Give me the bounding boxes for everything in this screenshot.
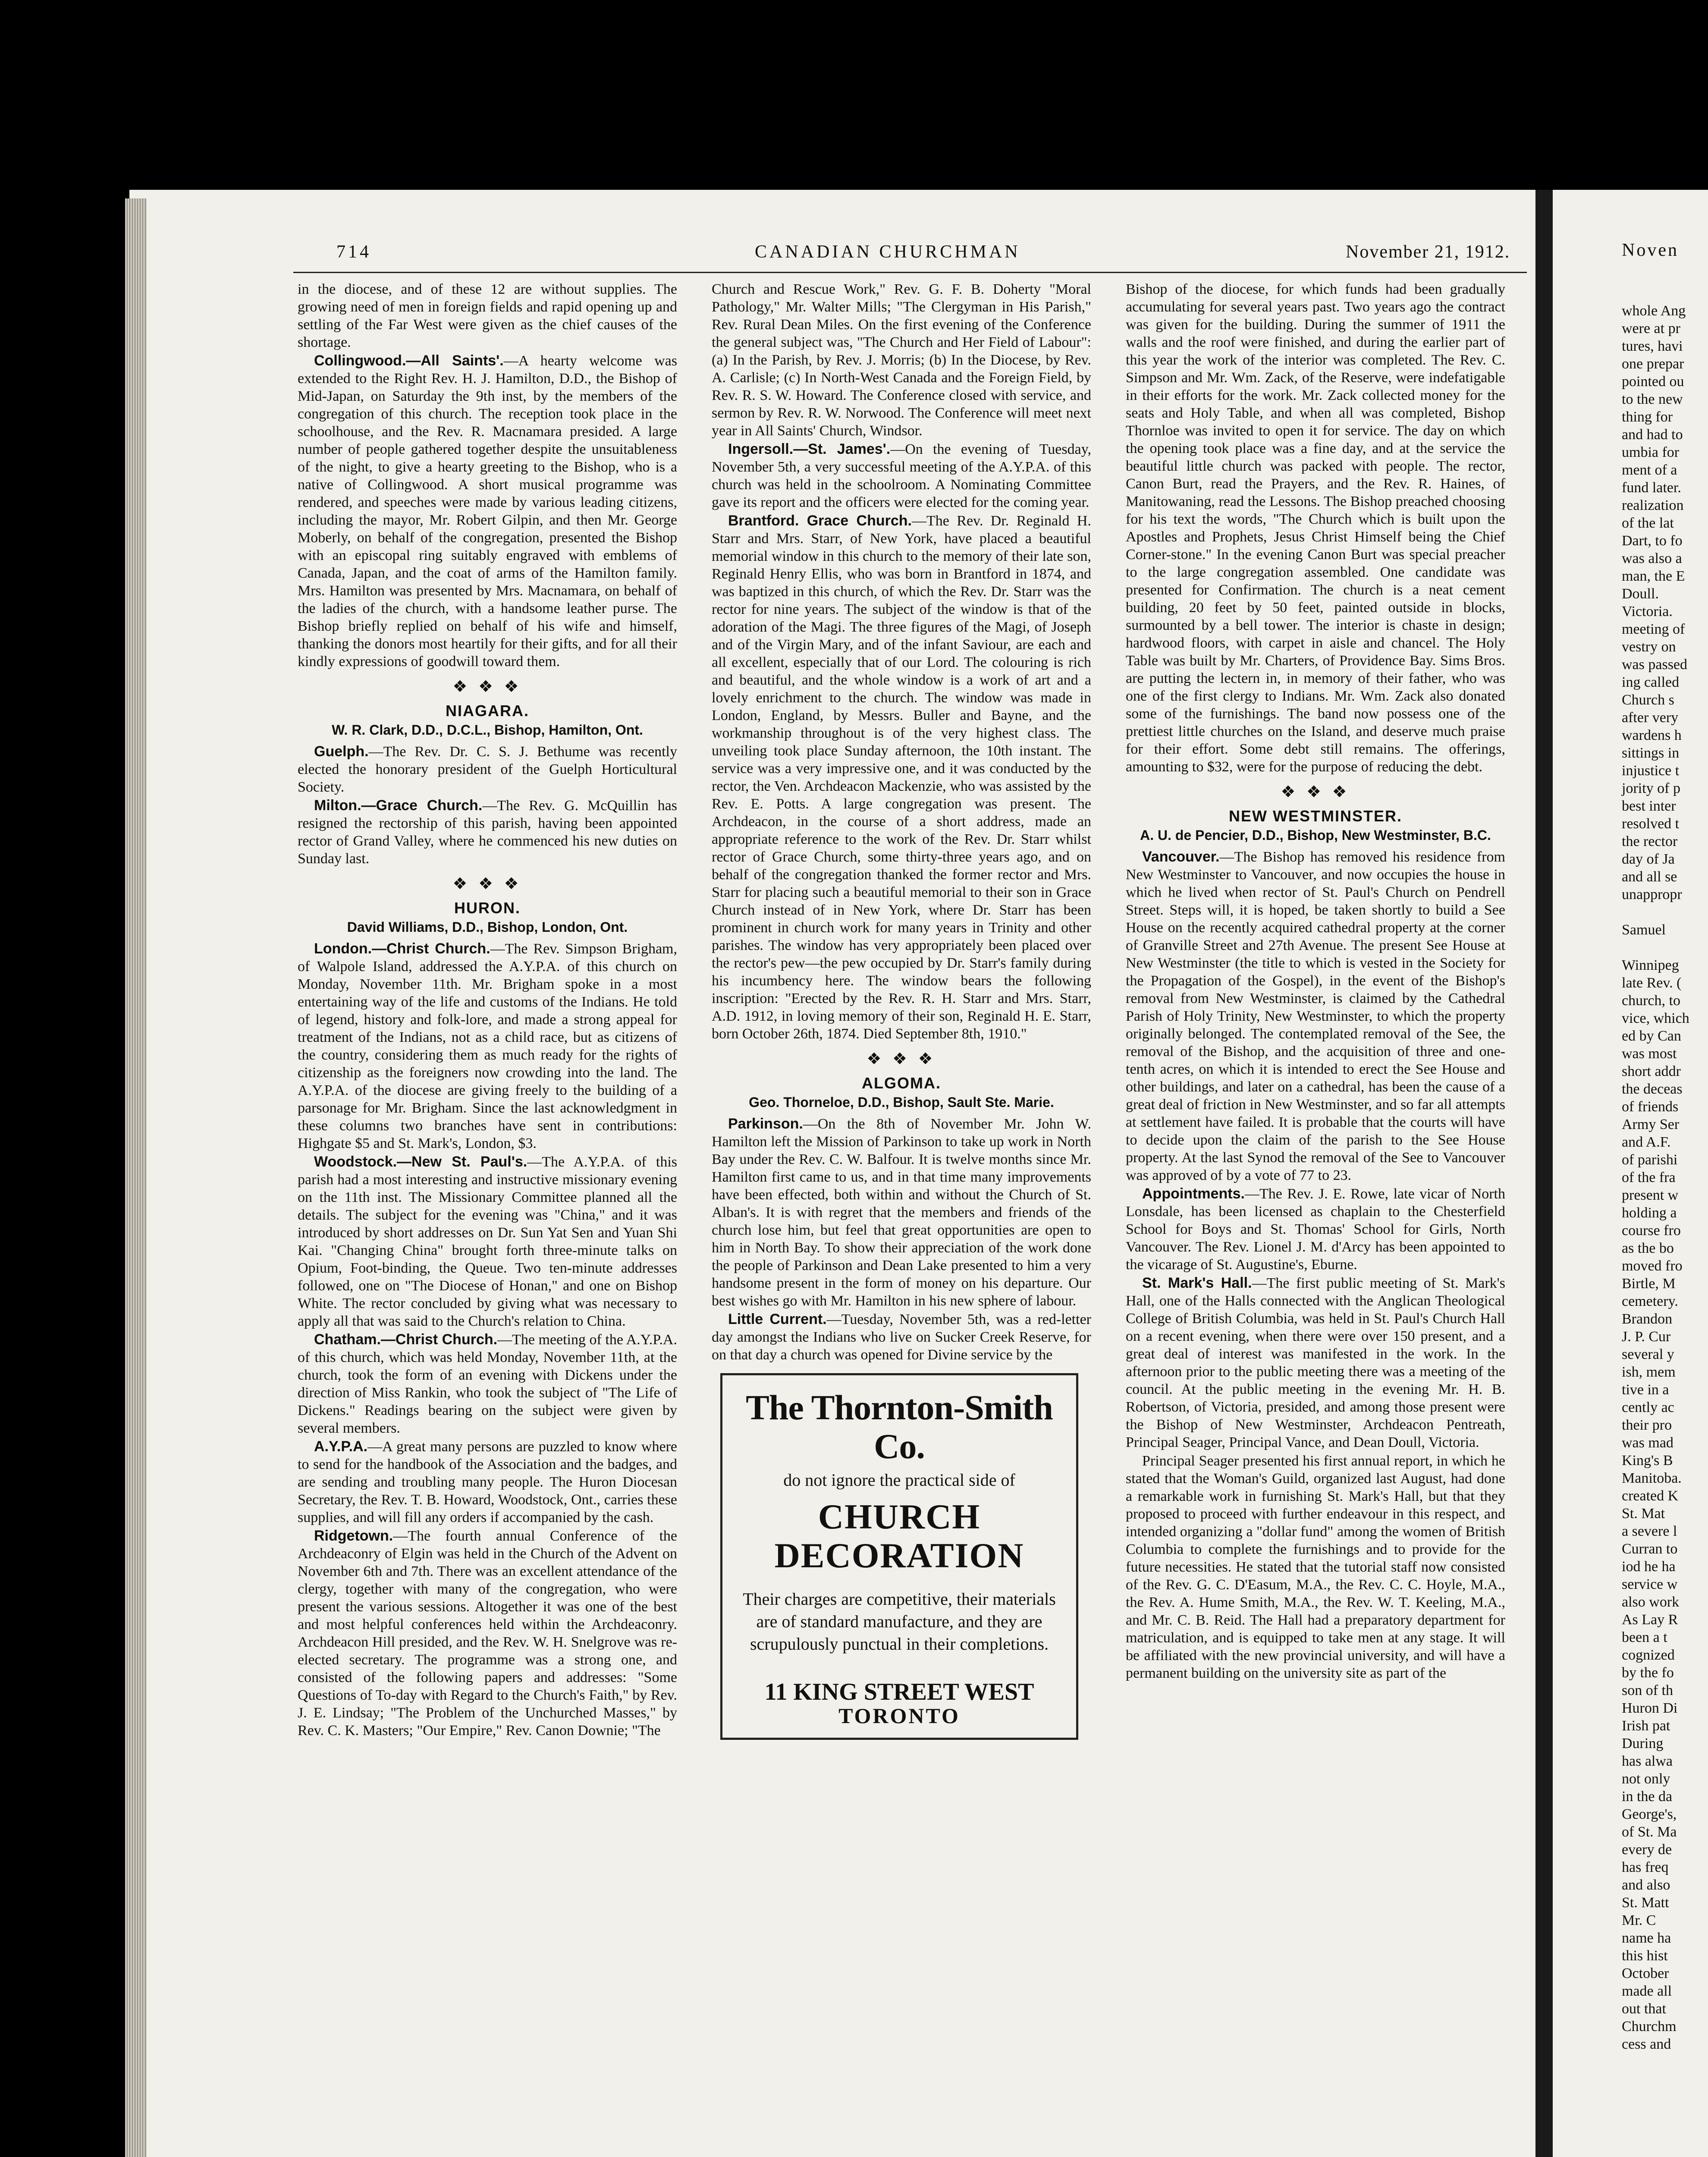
- next-page-line: Huron Di: [1622, 1700, 1678, 1716]
- ad-headline: CHURCH DECORATION: [774, 1497, 1024, 1575]
- place-heading: Ridgetown.: [314, 1528, 393, 1544]
- next-page-line: one prepar: [1622, 356, 1684, 372]
- ad-address: 11 KING STREET WEST: [764, 1679, 1034, 1705]
- next-page-line: late Rev. (: [1622, 975, 1682, 991]
- next-page-line: whole Ang: [1622, 303, 1686, 319]
- page-number: 714: [336, 242, 371, 262]
- next-page-line: name ha: [1622, 1930, 1671, 1946]
- next-page-line: Doull.: [1622, 586, 1659, 602]
- next-page-line: Dart, to fo: [1622, 533, 1683, 549]
- next-page-line: has alwa: [1622, 1753, 1673, 1769]
- advertisement: [720, 1373, 1078, 1740]
- next-page-line: this hist: [1622, 1948, 1668, 1964]
- next-page-line: was also a: [1622, 550, 1682, 566]
- bishop-line: David Williams, D.D., Bishop, London, Ont.: [347, 919, 628, 935]
- header-rule: [293, 272, 1527, 273]
- paragraph: Brantford. Grace Church.—The Rev. Dr. Reginald H. Starr and Mrs. Starr, of New York, have placed a beautiful memorial window in this church to the memory of their late son, Reginald Henry Ellis, who was born in Brantford in 1874, and was baptized in this church, of which the Rev. Dr. Starr was the rector for nine years. The subject of the window is that of the adoration of the Magi. The three figures of the Magi, of Joseph and of the Virgin Mary, and of the infant Saviour, are each and all excellent, especially that of our Lord. The colouring is rich and beautiful, and the whole window is a work of art and a lovely enrichment to the church. The window was made in London, England, by Messrs. Buller and Bayne, and the workmanship throughout is of the very highest class. The unveiling took place Sunday afternoon, the 10th instant. The service was a very impressive one, and it was conducted by the rector, the Ven. Archdeacon Mackenzie, who was assisted by the Rev. E. Potts. A large congregation was present. The Archdeacon, in the course of a short address, made an appropriate reference to the work of the Rev. Dr. Starr whilst rector of Grace Church, some thirty-three years ago, and on behalf of the congregation thanked the former rector and Mrs. Starr for placing such a beautiful memorial to their son in Grace Church instead of in New York, where Dr. Starr has been prominent in church work for many years in Trinity and other parishes. The window has very appropriately been placed over the rector's pew—the pew occupied by Dr. Starr's family during his incumbency here. The window bears the following inscription: "Erected by the Rev. R. H. Starr and Mrs. Starr, A.D. 1912, in loving memory of their son, Reginald H. E. Starr, born October 26th, 1874. Died September 8th, 1910.": [712, 513, 1091, 1042]
- next-page-line: been a t: [1622, 1629, 1667, 1645]
- next-page-line: of friends: [1622, 1099, 1679, 1115]
- next-page-line: made all: [1622, 1983, 1672, 1999]
- publication-title: CANADIAN CHURCHMAN: [755, 242, 1020, 262]
- diocese-title: ALGOMA.: [862, 1074, 941, 1092]
- next-page-line: Curran to: [1622, 1541, 1678, 1557]
- paragraph: Chatham.—Christ Church.—The meeting of the A.Y.P.A. of this church, which was held Monday, November 11th, at the church, took the form of an evening with Dickens under the direction of Miss Rankin, who took the subject of "The Life of Dickens." Readings bearing on the subject were given by several members.: [298, 1331, 677, 1436]
- next-page-line: J. P. Cur: [1622, 1329, 1671, 1345]
- ad-tagline: do not ignore the practical side of: [783, 1470, 1015, 1490]
- next-page-line: sittings in: [1622, 745, 1680, 761]
- paragraph: Parkinson.—On the 8th of November Mr. John W. Hamilton left the Mission of Parkinson to take up work in North Bay under the Rev. C. W. Balfour. It is twelve months since Mr. Hamilton first came to us, and in that time many improvements have been effected, both within and without the Church of St. Alban's. It is with regret that the members and friends of the church lose him, but feel that great opportunities are open to him in North Bay. To show their appreciation of the work done the people of Parkinson and Dean Lake presented to him a very handsome present in the form of money on his departure. Our best wishes go with Mr. Hamilton in his new sphere of labour.: [712, 1116, 1091, 1309]
- next-page-line: umbia for: [1622, 444, 1680, 460]
- place-heading: Ingersoll.—St. James'.: [728, 441, 891, 457]
- next-page-line: iod he ha: [1622, 1559, 1676, 1575]
- next-page-line: was passed: [1622, 657, 1688, 673]
- paragraph: Ingersoll.—St. James'.—On the evening of Tuesday, November 5th, a very successful meeting of the A.Y.P.A. of this church was held in the schoolroom. A Nominating Committee gave its report and the officers were elected for the coming year.: [712, 441, 1091, 510]
- next-page-line: Churchm: [1622, 2019, 1677, 2034]
- paragraph: in the diocese, and of these 12 are without supplies. The growing need of men in foreign fields and rapid opening up and settling of the Far West were given as the chief causes of the shortage.: [298, 281, 677, 350]
- section-ornament: ❖ ❖ ❖: [1281, 783, 1350, 801]
- next-page-line: as the bo: [1622, 1240, 1674, 1256]
- ad-body: Their charges are competitive, their materials are of standard manufacture, and they are scrupulously punctual in their completions.: [743, 1589, 1056, 1654]
- next-page-line: of the fra: [1622, 1170, 1676, 1185]
- next-page-line: to the new: [1622, 391, 1683, 407]
- next-page-line: of St. Ma: [1622, 1824, 1677, 1840]
- next-page-line: their pro: [1622, 1417, 1672, 1433]
- next-page-line: During: [1622, 1736, 1664, 1751]
- issue-date: November 21, 1912.: [1346, 242, 1510, 262]
- next-page-line: Brandon: [1622, 1311, 1673, 1327]
- next-page-line: Manitoba.: [1622, 1470, 1682, 1486]
- next-page-line: church, to: [1622, 993, 1680, 1009]
- next-page-line: jority of p: [1622, 780, 1680, 796]
- next-page-line: every de: [1622, 1842, 1672, 1858]
- next-page-line: in the da: [1622, 1789, 1673, 1805]
- next-page-line: resolved t: [1622, 816, 1680, 832]
- next-page-line: [1622, 939, 1708, 956]
- next-page-line: tive in a: [1622, 1382, 1669, 1398]
- diocese-title: NIAGARA.: [446, 702, 529, 720]
- next-page-line: not only: [1622, 1771, 1670, 1787]
- paragraph: Collingwood.—All Saints'.—A hearty welcome was extended to the Right Rev. H. J. Hamilton, D.D., the Bishop of Mid-Japan, on Saturday the 9th inst, by the members of the congregation of this church. The reception took place in the schoolhouse, and the Rev. R. Macnamara presided. A large number of people gathered together despite the unsuitableness of the night, to give a hearty greeting to the Bishop, who is a native of Collingwood. A short musical programme was rendered, and speeches were made by various leading citizens, including the mayor, Mr. Robert Gilpin, and then Mr. George Moberly, on behalf of the congregation, presented the Bishop with an episcopal ring suitably engraved with emblems of Canada, Japan, and the coat of arms of the Hamilton family. Mrs. Hamilton was presented by Mrs. Macnamara, on behalf of the ladies of the church, with a handsome leather purse. The Bishop briefly replied on behalf of his wife and himself, thanking the donors most heartily for their gifts, and for all their kindly expressions of goodwill toward them.: [298, 352, 677, 670]
- next-page-line: realization: [1622, 497, 1684, 513]
- next-page-line: was most: [1622, 1046, 1677, 1062]
- place-heading: Chatham.—Christ Church.: [314, 1331, 498, 1348]
- paragraph: Woodstock.—New St. Paul's.—The A.Y.P.A. of this parish had a most interesting and instructive missionary evening on the 11th inst. The Missionary Committee planned all the details. The subject for the evening was "China," and it was introduced by short addresses on Dr. Sun Yat Sen and Yuan Shi Kai. "Changing China" brought forth three-minute talks on Opium, Foot-binding, the Queue. Two ten-minute addresses followed, one on "The Diocese of Honan," and one on Bishop White. The rector concluded by giving what was necessary to apply all that was said to the Church's relation to China.: [298, 1154, 677, 1329]
- next-page-line: Irish pat: [1622, 1718, 1670, 1734]
- next-page-line: St. Mat: [1622, 1506, 1665, 1522]
- ad-city: TORONTO: [838, 1704, 960, 1728]
- next-page-line: present w: [1622, 1187, 1679, 1203]
- next-page-line: meeting of: [1622, 621, 1685, 637]
- page-header: [336, 242, 1518, 276]
- next-page-line: and had to: [1622, 427, 1683, 443]
- paragraph: Little Current.—Tuesday, November 5th, was a red-letter day amongst the Indians who live on Sucker Creek Reserve, for on that day a church was opened for Divine service by the: [712, 1311, 1091, 1363]
- place-heading: Milton.—Grace Church.: [314, 797, 483, 814]
- next-page-line: created K: [1622, 1488, 1679, 1504]
- next-page-line: and all se: [1622, 869, 1677, 885]
- next-page-line: of parishi: [1622, 1152, 1678, 1168]
- section-ornament: ❖ ❖ ❖: [452, 875, 522, 893]
- next-page-line: ment of a: [1622, 462, 1677, 478]
- place-heading: Little Current.: [728, 1311, 827, 1327]
- next-page-line: best inter: [1622, 798, 1676, 814]
- next-page-line: St. Matt: [1622, 1895, 1669, 1911]
- next-page-line: service w: [1622, 1576, 1678, 1592]
- next-page-line: the deceas: [1622, 1081, 1683, 1097]
- paragraph: Bishop of the diocese, for which funds had been gradually accumulating for several years past. Two years ago the contract was given for the building. During the summer of 1911 the walls and the roof were finished, and during the earlier part of this year the work of the interior was completed. The Rev. C. Simpson and Mr. Wm. Zack, of the Reserve, were indefatigable in their efforts for the work. Mr. Zack collected money for the seats and Holy Table, and when all was completed, Bishop Thornloe was invited to open it for service. The day on which the opening took place was a fine day, and at the service the beautiful little church was packed with people. The rector, Canon Burt, read the Prayers, and the Rev. R. Haines, of Manitowaning, read the Lessons. The Bishop preached choosing for his text the words, "The Church which is built upon the Apostles and Prophets, Jesus Christ Himself being the Chief Corner-stone." In the evening Canon Burt was special preacher to the large congregation assembled. One candidate was presented for Confirmation. The church is a neat cement building, 20 feet by 50 feet, painted outside in blocks, surmounted by a bell tower. The interior is chaste in design; hardwood floors, with carpet in aisle and chancel. The Holy Table was built by Mr. Charters, of Providence Bay. Sims Bros. are putting the lectern in, in memory of their father, who was one of the first clergy to Indians. Mr. Wm. Zack also donated some of the furnishings. The band now possess one of the prettiest little churches on the Island, and deserve much praise for their effort. Some debt still remains. The offerings, amounting to $32, were for the purpose of reducing the debt.: [1126, 281, 1505, 775]
- next-page-line: were at pr: [1622, 321, 1680, 336]
- next-page-line: several y: [1622, 1346, 1674, 1362]
- paragraph: Milton.—Grace Church.—The Rev. G. McQuillin has resigned the rectorship of this parish, having been appointed rector of Grand Valley, where he commenced his new duties on Sunday last.: [298, 797, 677, 867]
- next-page-line: As Lay R: [1622, 1612, 1678, 1628]
- next-page-line: Army Ser: [1622, 1116, 1680, 1132]
- next-page-line: wardens h: [1622, 727, 1682, 743]
- paragraph: Guelph.—The Rev. Dr. C. S. J. Bethume was recently elected the honorary president of the Guelph Horticultural Society.: [298, 743, 677, 795]
- place-heading: Collingwood.—All Saints'.: [314, 352, 504, 369]
- place-heading: Parkinson.: [728, 1116, 803, 1132]
- next-page-line: Mr. C: [1622, 1912, 1656, 1928]
- place-heading: Woodstock.—New St. Paul's.: [314, 1154, 527, 1170]
- section-ornament: ❖ ❖ ❖: [452, 678, 522, 696]
- next-page-line: man, the E: [1622, 568, 1685, 584]
- place-heading: London.—Christ Church.: [314, 940, 490, 957]
- next-page-line: ed by Can: [1622, 1028, 1681, 1044]
- next-page-line: ing called: [1622, 674, 1680, 690]
- place-heading: Guelph.: [314, 743, 369, 760]
- next-page-line: injustice t: [1622, 763, 1680, 779]
- next-page-line: cently ac: [1622, 1399, 1674, 1415]
- next-page-line: Church s: [1622, 692, 1674, 708]
- next-page-line: and A.F.: [1622, 1134, 1671, 1150]
- next-page-line: cemetery.: [1622, 1293, 1678, 1309]
- paragraph: Principal Seager presented his first annual report, in which he stated that the Woman's Guild, organized last August, had done a remarkable work in furnishing St. Mark's Hall, but that they proposed to proceed with further endeavour in this respect, and intended organizing a "dollar fund" among the women of British Columbia to complete the furnishings and to provide for the future necessities. He stated that the tutorial staff now consisted of the Rev. G. C. D'Easum, M.A., the Rev. C. C. Hoyle, M.A., the Rev. A. Hume Smith, M.A., the Rev. W. T. Keeling, M.A., and Mr. C. B. Reid. The Hall had a preparatory department for matriculation, and is equipped to take men at any stage. It will be affiliated with the new provincial university, and will have a permanent building on the university site as part of the: [1126, 1453, 1505, 1681]
- paragraph: Ridgetown.—The fourth annual Conference of the Archdeaconry of Elgin was held in the Church of the Advent on November 6th and 7th. There was an excellent attendance of the clergy, together with many of the congregation, who were present the various sessions. Altogether it was one of the best and most helpful conferences held within the Archdeaconry. Archdeacon Hill presided, and the Rev. W. H. Snelgrove was re-elected secretary. The programme was a strong one, and consisted of the following papers and addresses: "Some Questions of To-day with Regard to the Church's Faith," by Rev. J. E. Lindsay; "The Problem of the Unchurched Masses," by Rev. C. K. Masters; "Our Empire," Rev. Canon Downie; "The: [298, 1528, 677, 1739]
- next-page-line: after very: [1622, 710, 1679, 726]
- next-page-line: tures, havi: [1622, 338, 1683, 354]
- next-page-line: cess and: [1622, 2036, 1671, 2052]
- next-page-line: was mad: [1622, 1435, 1673, 1451]
- next-page-line: thing for: [1622, 409, 1673, 425]
- paragraph: St. Mark's Hall.—The first public meeting of St. Mark's Hall, one of the Halls connected with the Anglican Theological College of British Columbia, was held in St. Paul's Church Hall on a recent evening, when there were over 150 present, and a great deal of interest was manifested in the work. In the afternoon prior to the public meeting there was a meeting of the council. At the public meeting in the evening Mr. H. B. Robertson, of Victoria, presided, and among those present were the Bishop of New Westminster, Archdeacon Pentreath, Principal Seager, Principal Vance, and Dean Doull, Victoria.: [1126, 1275, 1506, 1450]
- next-page-line: unappropr: [1622, 887, 1682, 902]
- next-page-line: course fro: [1622, 1223, 1681, 1239]
- paragraph: London.—Christ Church.—The Rev. Simpson Brigham, of Walpole Island, addressed the A.Y.P.A. of this church on Monday, November 11th. Mr. Brigham spoke in a most entertaining way of the life and customs of the Indians. He told of legend, history and folk-lore, and made a strong appeal for treatment of the Indians, not as a child race, but as citizens of the country, considering them as much ready for the rights of citizenship as the foreigners now crowding into the land. The A.Y.P.A. of the diocese are giving freely to the building of a parsonage for Mr. Brigham. Since the last acknowledgment in these columns two branches have sent in contributions: Highgate $5 and St. Mark's, London, $3.: [298, 940, 677, 1151]
- next-page-line: holding a: [1622, 1205, 1677, 1221]
- page-divider: [1535, 190, 1553, 2157]
- next-page-line: day of Ja: [1622, 851, 1675, 867]
- next-page-line: vice, which: [1622, 1010, 1689, 1026]
- next-page-line: Winnipeg: [1622, 957, 1679, 973]
- place-heading: Appointments.: [1142, 1185, 1245, 1202]
- column-1: [298, 280, 677, 1740]
- next-page-line: also work: [1622, 1594, 1680, 1610]
- next-page-line: Birtle, M: [1622, 1276, 1676, 1292]
- next-page-line: vestry on: [1622, 639, 1676, 655]
- paragraph: A.Y.P.A.—A great many persons are puzzled to know where to send for the handbook of the Association and the badges, and are sending and troubling many people. The Huron Diocesan Secretary, the Rev. T. B. Howard, Woodstock, Ont., carries these supplies, and will fill any orders if accompanied by the cash.: [298, 1438, 677, 1525]
- ad-company-name: The Thornton-Smith Co.: [746, 1388, 1053, 1466]
- next-page-line: of the lat: [1622, 515, 1674, 531]
- paragraph: Church and Rescue Work," Rev. G. F. B. Doherty "Moral Pathology," Mr. Walter Mills; "The Clergyman in His Parish," Rev. Rural Dean Miles. On the first evening of the Conference the general subject was, "The Church and Her Field of Labour": (a) In the Parish, by Rev. J. Morris; (b) In the Diocese, by Rev. A. Carlisle; (c) In North-West Canada and the Foreign Field, by Rev. R. S. W. Howard. The Conference closed with service, and sermon by Rev. R. W. Norwood. The Conference will meet next year in All Saints' Church, Windsor.: [712, 281, 1091, 439]
- next-page-line: King's B: [1622, 1453, 1673, 1468]
- next-page-line: by the fo: [1622, 1665, 1674, 1681]
- next-page-line: [1622, 903, 1708, 921]
- diocese-title: HURON.: [454, 899, 521, 917]
- next-page-line: ish, mem: [1622, 1364, 1676, 1380]
- bishop-line: A. U. de Pencier, D.D., Bishop, New Westminster, B.C.: [1140, 827, 1491, 843]
- next-page-line: Samuel: [1622, 922, 1666, 938]
- bishop-line: Geo. Thorneloe, D.D., Bishop, Sault Ste. Marie.: [749, 1094, 1054, 1110]
- section-ornament: ❖ ❖ ❖: [867, 1050, 936, 1068]
- column-3: [1126, 280, 1505, 1683]
- place-heading: Brantford. Grace Church.: [728, 513, 912, 529]
- next-page-line: the rector: [1622, 833, 1678, 849]
- next-page-line: a severe l: [1622, 1523, 1677, 1539]
- next-page-line: fund later.: [1622, 480, 1681, 496]
- next-page-header: Noven: [1622, 240, 1679, 260]
- place-heading: St. Mark's Hall.: [1142, 1275, 1252, 1291]
- place-heading: Vancouver.: [1142, 849, 1220, 865]
- next-page-line: October: [1622, 1965, 1669, 1981]
- next-page-line: short addr: [1622, 1063, 1681, 1079]
- paragraph: Appointments.—The Rev. J. E. Rowe, late vicar of North Lonsdale, has been licensed as chaplain to the Chesterfield School for Boys and St. Thomas' School for Girls, North Vancouver. The Rev. Lionel J. M. d'Arcy has been appointed to the vicarage of St. Augustine's, Eburne.: [1126, 1185, 1505, 1273]
- diocese-title: NEW WESTMINSTER.: [1229, 807, 1402, 825]
- next-page-line: pointed ou: [1622, 374, 1684, 390]
- next-page-text: [1622, 302, 1708, 2053]
- next-page-line: has freq: [1622, 1859, 1669, 1875]
- next-page-line: and also: [1622, 1877, 1670, 1893]
- next-page-line: moved fro: [1622, 1258, 1683, 1274]
- place-heading: A.Y.P.A.: [314, 1438, 368, 1455]
- next-page-line: son of th: [1622, 1682, 1673, 1698]
- column-2: [712, 280, 1091, 1740]
- next-page-line: cognized: [1622, 1647, 1675, 1663]
- book-gutter: [125, 198, 147, 2157]
- paragraph: Vancouver.—The Bishop has removed his residence from New Westminster to Vancouver, and now occupies the house in which he lived when rector of St. Paul's Church on Pendrell Street. Steps will, it is hoped, be taken shortly to build a See House on the recently acquired cathedral property at the corner of Granville Street and 27th Avenue. The present See House at New Westminster (the title to which is vested in the Society for the Propagation of the Gospel), in the event of the Bishop's removal from New Westminster, is claimed by the Cathedral Parish of Holy Trinity, New Westminster, to which the property originally belonged. The contemplated removal of the See, the removal of the Bishop, and the acquisition of three and one-tenth acres, on which it is intended to erect the See House and other buildings, and later on a cathedral, has been the cause of a great deal of friction in New Westminster, and so far all attempts at settlement have failed. It is probable that the courts will have to decide upon the claim of the parish to the See House property. At the last Synod the removal of the See to Vancouver was approved of by a vote of 77 to 23.: [1126, 849, 1505, 1183]
- bishop-line: W. R. Clark, D.D., D.C.L., Bishop, Hamilton, Ont.: [332, 722, 643, 738]
- next-page-line: out that: [1622, 2001, 1666, 2017]
- next-page-line: Victoria.: [1622, 604, 1673, 619]
- next-page-line: George's,: [1622, 1806, 1677, 1822]
